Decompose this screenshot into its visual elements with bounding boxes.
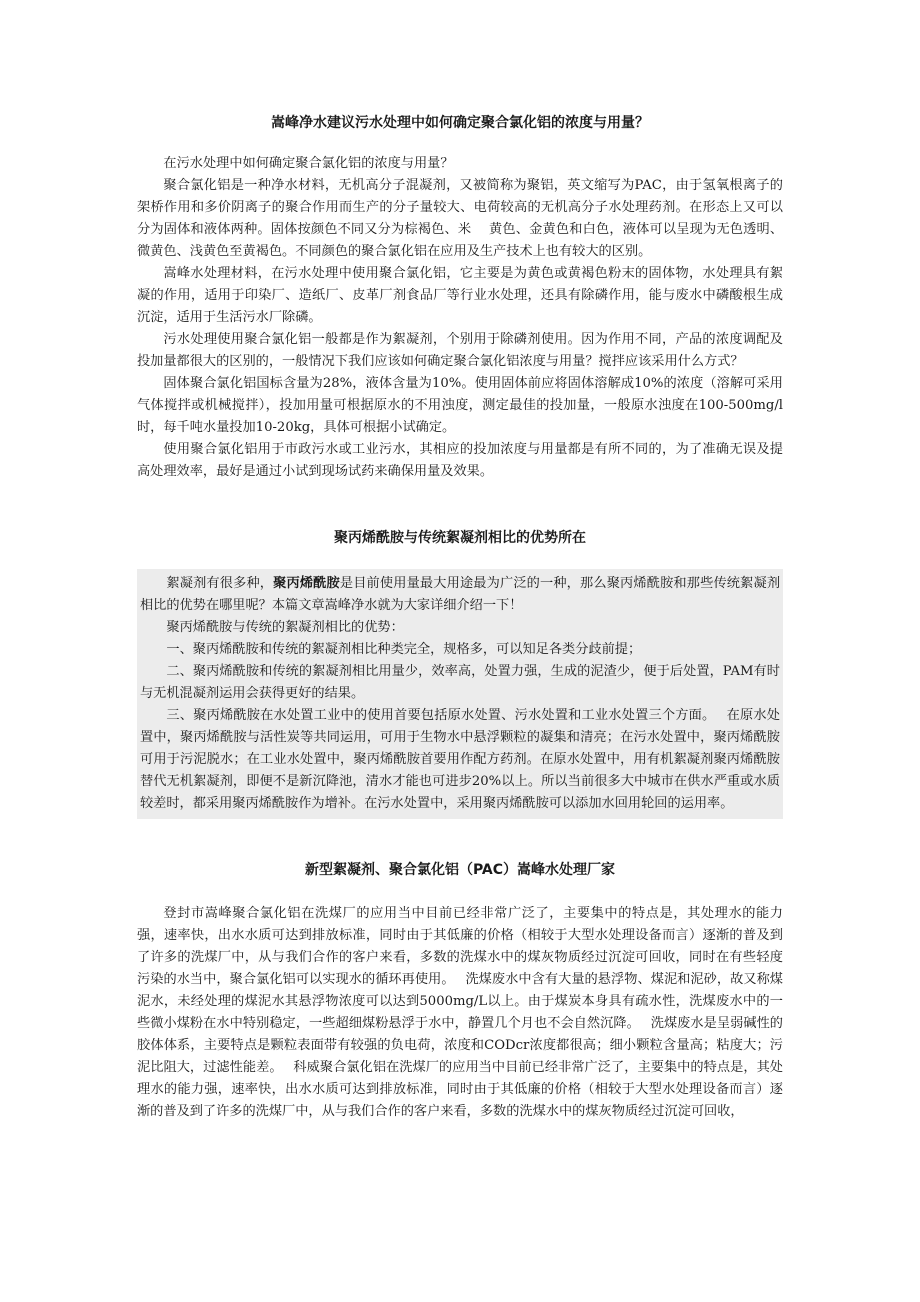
section-1-title: 嵩峰净水建议污水处理中如何确定聚合氯化铝的浓度与用量？ (271, 115, 649, 131)
paragraph: 污水处理使用聚合氯化铝一般都是作为絮凝剂，个别用于除磷剂使用。因为作用不同，产品的浓度调配及投加量都很大的区别的，一般情况下我们应该如何确定聚合氯化铝浓度与用量？搅拌应该采用什么方式？ (137, 332, 783, 369)
paragraph: 登封市嵩峰聚合氯化铝在洗煤厂的应用当中目前已经非常广泛了，主要集中的特点是，其处理水的能力强，速率快，出水水质可达到排放标准，同时由于其低廉的价格（相较于大型水处理设备而言）逐渐的普及到了许多的洗煤厂中，从与我们合作的客户来看，多数的洗煤水中的煤灰物质经过沉淀可回收，同时在有些轻度污染的水当中，聚合氯化铝可以实现水的循环再使用。 洗煤废水中含有大量的悬浮物、煤泥和泥砂，故又称煤泥水，未经处理的煤泥水其悬浮物浓度可以达到5000mg/L以上。由于煤炭本身具有疏水性，洗煤废水中的一些微小煤粉在水中特别稳定，一些超细煤粉悬浮于水中，静置几个月也不会自然沉降。 洗煤废水是呈弱碱性的胶体体系，主要特点是颗粒表面带有较强的负电荷，浓度和CODcr浓度都很高；细小颗粒含量高；粘度大；污泥比阻大，过滤性能差。 科威聚合氯化铝在洗煤厂的应用当中目前已经非常广泛了，主要集中的特点是，其处理水的能力强，速率快，出水水质可达到排放标准，同时由于其低廉的价格（相较于大型水处理设备而言）逐渐的普及到了许多的洗煤厂中，从与我们合作的客户来看，多数的洗煤水中的煤灰物质经过沉淀可回收， (137, 906, 783, 1119)
section-2-body-highlight (137, 569, 783, 819)
text-run: 是目前使用量最大用途最为广泛的一种，那么聚丙烯酰胺和那些传统絮凝剂相比的优势在哪里呢？本篇文章嵩峰净水就为大家详细介绍一下！ (140, 576, 781, 613)
paragraph (140, 573, 780, 617)
paragraph: 二、聚丙烯酰胺和传统的絮凝剂相比用量少，效率高，处置力强，生成的泥渣少，便于后处置，PAM有时与无机混凝剂运用会获得更好的结果。 (140, 664, 780, 701)
text-run: 絮凝剂有很多种， (166, 576, 274, 591)
section-1-body (137, 153, 783, 483)
paragraph: 固体聚合氯化铝国标含量为28%，液体含量为10%。使用固体前应将固体溶解成10%的浓度（溶解可采用气体搅拌或机械搅拌），投加用量可根据原水的不用浊度，测定最佳的投加量，一般原水浊度在100-500mg/l时，每千吨水量投加10-20kg，具体可根据小试确定。 (137, 376, 783, 435)
section-3-body (137, 903, 783, 1123)
paragraph: 使用聚合氯化铝用于市政污水或工业污水，其相应的投加浓度与用量都是有所不同的，为了准确无误及提高处理效率，最好是通过小试到现场试药来确保用量及效果。 (137, 442, 783, 479)
section-2-title: 聚丙烯酰胺与传统絮凝剂相比的优势所在 (334, 530, 586, 546)
document-page (137, 0, 783, 1123)
paragraph: 三、聚丙烯酰胺在水处置工业中的使用首要包括原水处置、污水处置和工业水处置三个方面。 在原水处置中，聚丙烯酰胺与活性炭等共同运用，可用于生物水中悬浮颗粒的凝集和清亮；在污水处置中，聚丙烯酰胺可用于污泥脱水；在工业水处置中，聚丙烯酰胺首要用作配方药剂。在原水处置中，用有机絮凝剂聚丙烯酰胺替代无机絮凝剂，即便不是新沉降池，清水才能也可进步20%以上。所以当前很多大中城市在供水严重或水质较差时，都采用聚丙烯酰胺作为增补。在污水处置中，采用聚丙烯酰胺可以添加水回用轮回的运用率。 (140, 708, 780, 811)
paragraph: 嵩峰水处理材料，在污水处理中使用聚合氯化铝，它主要是为黄色或黄褐色粉末的固体物，水处理具有絮凝的作用，适用于印染厂、造纸厂、皮革厂剂食品厂等行业水处理，还具有除磷作用，能与废水中磷酸根生成沉淀，适用于生活污水厂除磷。 (137, 266, 783, 325)
paragraph: 聚合氯化铝是一种净水材料，无机高分子混凝剂，又被简称为聚铝，英文缩写为PAC，由于氢氧根离子的架桥作用和多价阴离子的聚合作用而生产的分子量较大、电荷较高的无机高分子水处理药剂。在形态上又可以分为固体和液体两种。固体按颜色不同又分为棕褐色、米 黄色、金黄色和白色，液体可以呈现为无色透明、微黄色、浅黄色至黄褐色。不同颜色的聚合氯化铝在应用及生产技术上也有较大的区别。 (137, 178, 783, 259)
paragraph: 在污水处理中如何确定聚合氯化铝的浓度与用量？ (163, 156, 454, 171)
bold-keyword: 聚丙烯酰胺 (273, 576, 340, 591)
paragraph: 聚丙烯酰胺与传统的絮凝剂相比的优势： (166, 620, 404, 635)
paragraph: 一、聚丙烯酰胺和传统的絮凝剂相比种类完全，规格多，可以知足各类分歧前提； (166, 642, 642, 657)
section-3-title: 新型絮凝剂、聚合氯化铝（PAC）嵩峰水处理厂家 (304, 862, 616, 878)
